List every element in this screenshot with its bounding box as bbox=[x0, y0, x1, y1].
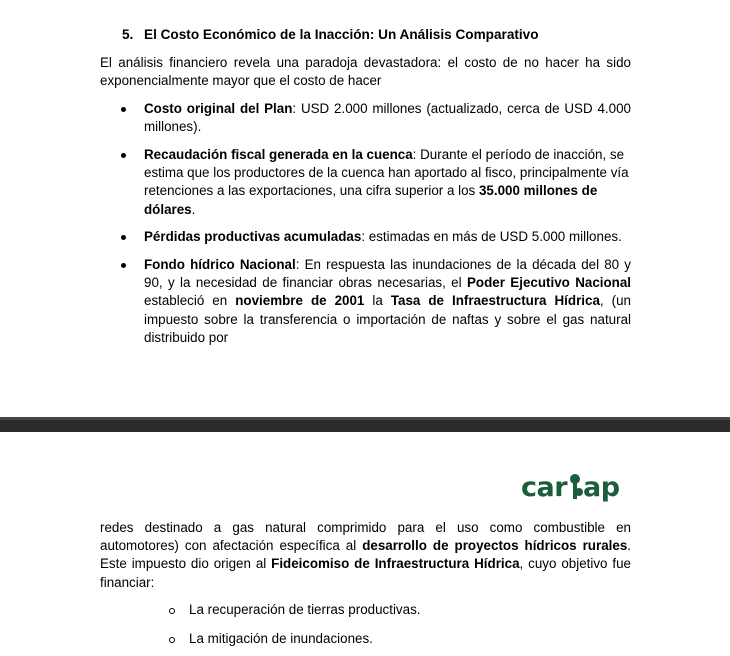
tree-icon bbox=[567, 473, 583, 497]
bullet-bold-text: Poder Ejecutivo Nacional bbox=[466, 275, 632, 291]
bullet-text: : Durante el período de inacción, se estima que los productores de la cuenca han aportado al fisco, principalmente vía retenciones a las exportaciones, una cifra superior a los bbox=[144, 147, 629, 199]
bullet-text: estableció en bbox=[144, 293, 236, 309]
bullet-text: : En respuesta las inundaciones de la década del 80 y 90, y la necesidad de financiar obras necesarias, el bbox=[144, 257, 631, 291]
paragraph-text: , cuyo objetivo fue financiar: bbox=[100, 556, 631, 590]
bullet-text: , (un impuesto sobre la transferencia o importación de naftas y sobre el gas natural distribuido por bbox=[144, 293, 632, 345]
bullet-bold-text: Tasa de Infraestructura Hídrica bbox=[390, 293, 600, 309]
sub-bullet-item bbox=[100, 601, 631, 619]
bullet-bold-date: noviembre de 2001 bbox=[235, 293, 365, 309]
continuation-paragraph bbox=[100, 519, 631, 592]
bullet-dot-icon bbox=[121, 263, 126, 268]
paragraph-text: . Este impuesto dio origen al bbox=[100, 538, 631, 572]
bullet-text: : estimadas en más de USD 5.000 millones. bbox=[361, 229, 622, 244]
bullet-text: : USD 2.000 millones (actualizado, cerca de USD 4.000 millones). bbox=[144, 101, 631, 135]
sub-bullet-item bbox=[100, 630, 631, 648]
sub-bullet-text: La mitigación de inundaciones. bbox=[189, 631, 373, 646]
bullet-bold-amount: 35.000 millones de dólares bbox=[144, 183, 598, 217]
section-number: 5. bbox=[122, 27, 134, 42]
bullet-label: Recaudación fiscal generada en la cuenca bbox=[144, 147, 413, 162]
bullet-item-perdidas bbox=[100, 228, 631, 246]
section-heading bbox=[122, 26, 539, 44]
logo-text-end: ap bbox=[583, 472, 620, 503]
bullet-text: la bbox=[364, 293, 391, 309]
bullet-label: Costo original del Plan bbox=[144, 101, 293, 116]
paragraph-text: redes destinado a gas natural comprimido para el uso como combustible en automotores) con afectación específica al bbox=[100, 520, 631, 554]
bullet-text-end: . bbox=[191, 201, 196, 217]
paragraph-bold-text: Fideicomiso de Infraestructura Hídrica bbox=[271, 556, 520, 572]
bullet-label: Fondo hídrico Nacional bbox=[144, 257, 296, 272]
circle-bullet-icon bbox=[169, 637, 175, 643]
intro-paragraph: El análisis financiero revela una paradoja devastadora: el costo de no hacer ha sido exponencialmente mayor que el costo de hacer bbox=[100, 55, 631, 89]
bullet-dot-icon bbox=[121, 107, 126, 112]
logo-text-start: car bbox=[521, 472, 568, 503]
carbap-logo bbox=[521, 473, 620, 502]
bullet-item-fondo-hidrico bbox=[100, 256, 631, 347]
bullet-dot-icon bbox=[121, 235, 126, 240]
paragraph-bold-text: desarrollo de proyectos hídricos rurales bbox=[362, 538, 628, 554]
circle-bullet-icon bbox=[169, 608, 175, 614]
sub-bullet-text: La recuperación de tierras productivas. bbox=[189, 602, 421, 617]
bullet-item-recaudacion bbox=[100, 146, 631, 219]
bullet-dot-icon bbox=[121, 153, 126, 158]
bullet-item-costo-original bbox=[100, 100, 631, 136]
section-title: El Costo Económico de la Inacción: Un Análisis Comparativo bbox=[144, 27, 539, 42]
page-separator bbox=[0, 417, 730, 432]
bullet-label: Pérdidas productivas acumuladas bbox=[144, 229, 362, 244]
